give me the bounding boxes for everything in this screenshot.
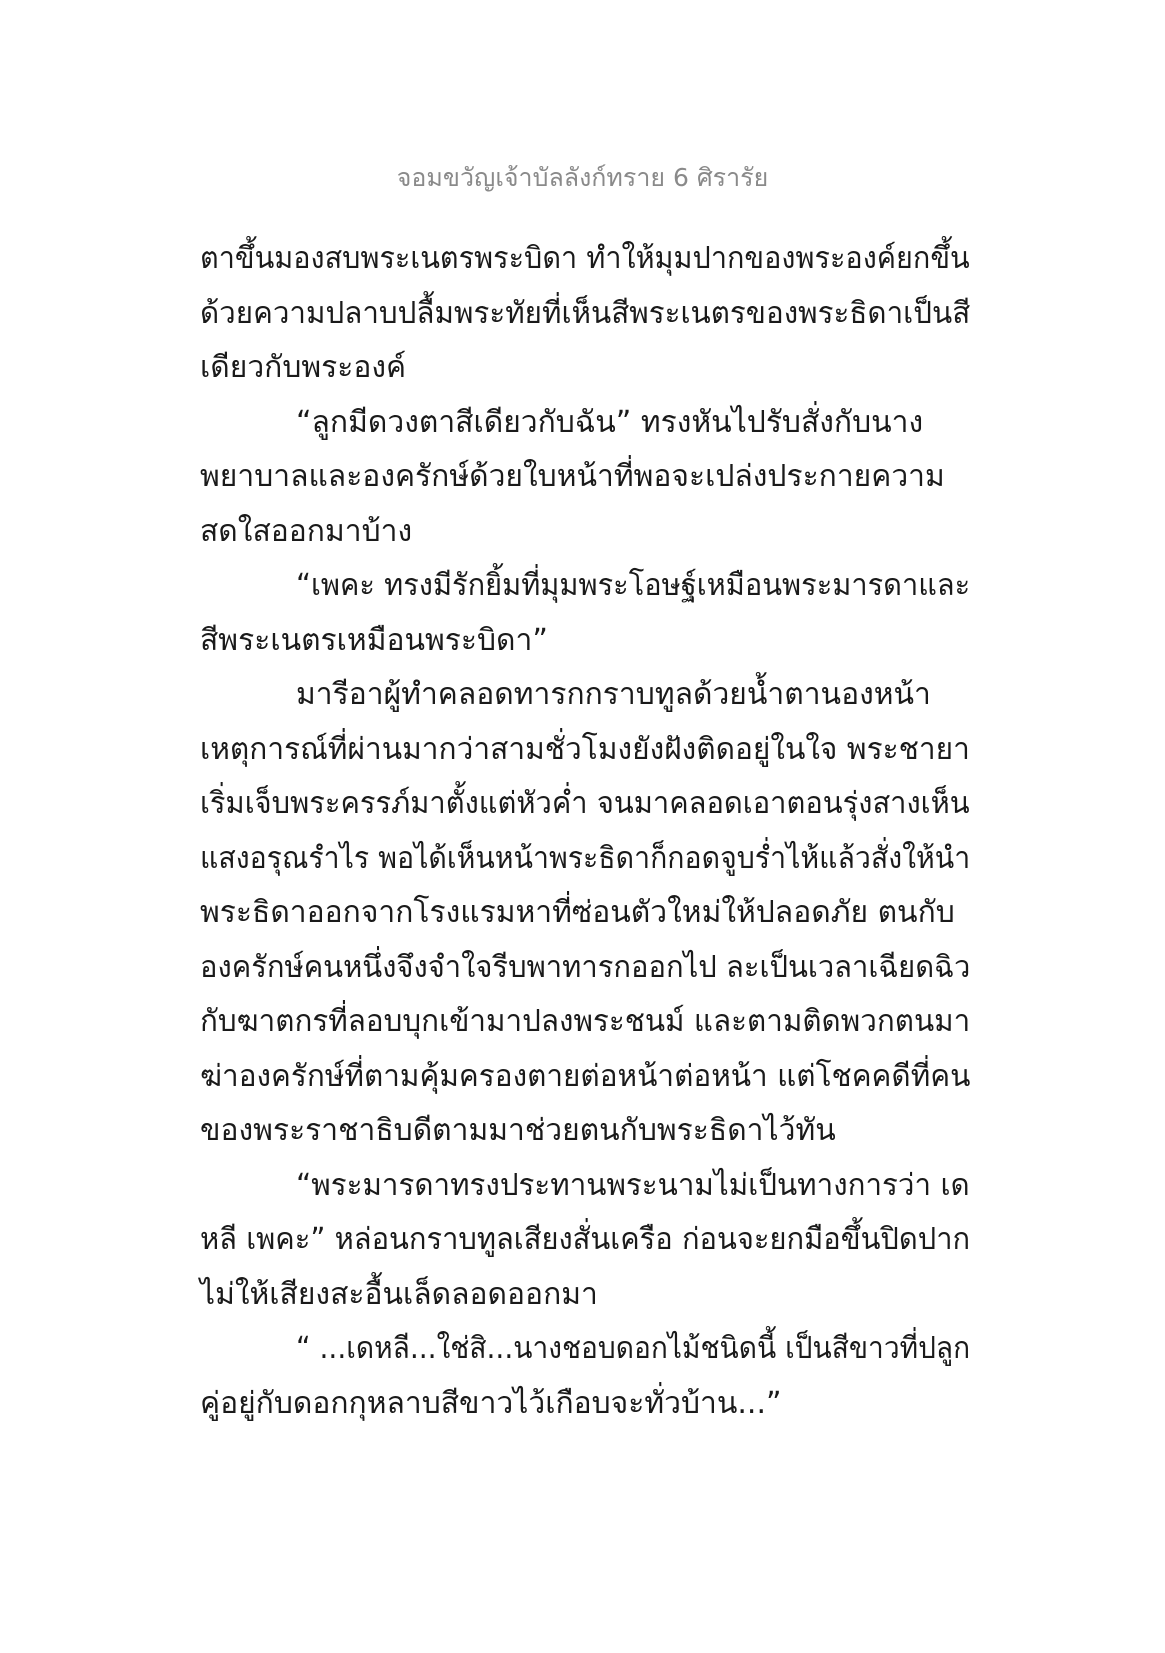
text-line: พยาบาลและองครักษ์ด้วยใบหน้าที่พอจะเปล่งประกายความ: [200, 459, 945, 494]
text-line: องครักษ์คนหนึ่งจึงจำใจรีบพาทารกออกไป ละเป็นเวลาเฉียดฉิว: [200, 949, 971, 985]
text-line: กับฆาตกรที่ลอบบุกเข้ามาปลงพระชนม์ และตามติดพวกตนมา: [200, 1004, 971, 1039]
text-line: ตาขึ้นมองสบพระเนตรพระบิดา ทำให้มุมปากของพระองค์ยกขึ้น: [200, 241, 970, 276]
text-line: หลี เพคะ” หล่อนกราบทูลเสียงสั่นเครือ ก่อนจะยกมือขึ้นปิดปาก: [200, 1222, 971, 1257]
running-header: จอมขวัญเจ้าบัลลังก์ทราย 6 ศิรารัย: [396, 163, 769, 192]
text-line: “พระมารดาทรงประทานพระนามไม่เป็นทางการว่า เด: [296, 1167, 970, 1203]
text-line: ไม่ให้เสียงสะอื้นเล็ดลอดออกมา: [200, 1276, 598, 1312]
body-text: [200, 232, 970, 1431]
text-line: พระธิดาออกจากโรงแรมหาที่ซ่อนตัวใหม่ให้ปลอดภัย ตนกับ: [200, 895, 955, 930]
text-line: “เพคะ ทรงมีรักยิ้มที่มุมพระโอษฐ์เหมือนพระมารดาและ: [296, 568, 971, 603]
text-line: เหตุการณ์ที่ผ่านมากว่าสามชั่วโมงยังฝังติดอยู่ในใจ พระชายา: [200, 731, 970, 767]
text-line: ด้วยความปลาบปลื้มพระทัยที่เห็นสีพระเนตรของพระธิดาเป็นสี: [200, 295, 971, 331]
text-line: สดใสออกมาบ้าง: [200, 513, 413, 549]
text-line: เริ่มเจ็บพระครรภ์มาตั้งแต่หัวค่ำ จนมาคลอดเอาตอนรุ่งสางเห็น: [200, 786, 970, 821]
text-line: ฆ่าองครักษ์ที่ตามคุ้มครองตายต่อหน้าต่อหน้า แต่โชคคดีที่คน: [200, 1058, 971, 1094]
text-line: คู่อยู่กับดอกกุหลาบสีขาวไว้เกือบจะทั่วบ้าน...”: [200, 1385, 782, 1421]
text-line: “ ...เดหลี...ใช่สิ...นางชอบดอกไม้ชนิดนี้ เป็นสีขาวที่ปลูก: [296, 1331, 971, 1366]
text-line: แสงอรุณรำไร พอได้เห็นหน้าพระธิดาก็กอดจูบร่ำไห้แล้วสั่งให้นำ: [200, 840, 971, 876]
text-line: มารีอาผู้ทำคลอดทารกกราบทูลด้วยน้ำตานองหน้า: [296, 677, 931, 712]
text-line: สีพระเนตรเหมือนพระบิดา”: [200, 622, 548, 658]
text-line: “ลูกมีดวงตาสีเดียวกับฉัน” ทรงหันไปรับสั่งกับนาง: [296, 404, 924, 440]
text-line: เดียวกับพระองค์: [200, 350, 407, 385]
text-line: ของพระราชาธิบดีตามมาช่วยตนกับพระธิดาไว้ทัน: [200, 1113, 836, 1148]
